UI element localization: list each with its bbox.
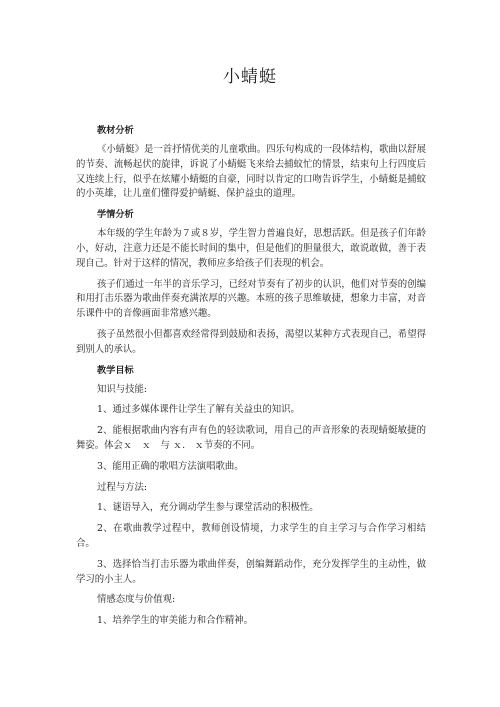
process-item-3: 3、选择恰当打击乐器为歌曲伴奏，创编舞蹈动作，充分发挥学生的主动性，做学习的小主人。 [76,558,426,585]
process-item-1: 1、谜语导入，充分调动学生参与课堂活动的积极性。 [97,502,319,514]
emotion-item-1: 1、培养学生的审美能力和合作精神。 [97,615,253,627]
knowledge-item-2: 2、能根据歌曲内容有声有色的轻读歌词，用自己的声音形象的表现蜻蜓敏捷的舞姿。体会ｘ ｘ 与 ｘ. ｘ节奏的不同。 [76,425,426,451]
knowledge-label: 知识与技能: [97,383,148,395]
emotion-label: 情感态度与价值观: [97,594,176,606]
knowledge-item-3: 3、能用正确的歌唱方法演唱歌曲。 [97,460,244,472]
students-paragraph-3: 孩子虽然很小但都喜欢经常得到鼓励和表扬，渴望以某种方式表现自己，希望得到别人的承认。 [76,328,426,355]
document-body [76,124,426,635]
students-paragraph-1: 本年级的学生年龄为７或８岁，学生智力普遍良好，思想活跃。但是孩子们年龄小，好动，注意力还是不能长时间的集中，但是他们的胆量很大，敢说敢做，善于表现自己。针对于这样的情况，教师应多给孩子们表现的机会。 [76,228,426,269]
section-heading-students: 学情分析 [97,209,134,221]
section-heading-material: 教材分析 [97,125,134,136]
students-paragraph-2: 孩子们通过一年半的音乐学习，已经对节奏有了初步的认识，他们对节奏的创编和用打击乐器为歌曲伴奏充满浓厚的兴趣。本班的孩子思维敏捷，想象力丰富，对音乐课件中的音像画面非常感兴趣。 [76,278,426,320]
material-paragraph: 《小蜻蜓》是一首抒情优美的儿童歌曲。四乐句构成的一段体结构，歌曲以舒展的节奏、流畅起伏的旋律，诉说了小蜻蜓飞来给去捕蚊忙的情景，结束句上行四度后又连续上行，似乎在炫耀小蜻蜓的自豪，同时以肯定的口吻告诉学生，小蜻蜓是捕蚊的小英雄，让儿童们懂得爱护蜻蜓、保护益虫的道理。 [76,144,426,200]
process-item-2: 2、在歌曲教学过程中，教师创设情境，力求学生的自主学习与合作学习相结合。 [76,523,426,549]
knowledge-item-1: 1、通过多媒体课件让学生了解有关益虫的知识。 [97,404,300,416]
page-title: 小蜻蜓 [223,67,277,87]
process-label: 过程与方法: [97,481,148,493]
section-heading-goals: 教学目标 [97,364,134,376]
